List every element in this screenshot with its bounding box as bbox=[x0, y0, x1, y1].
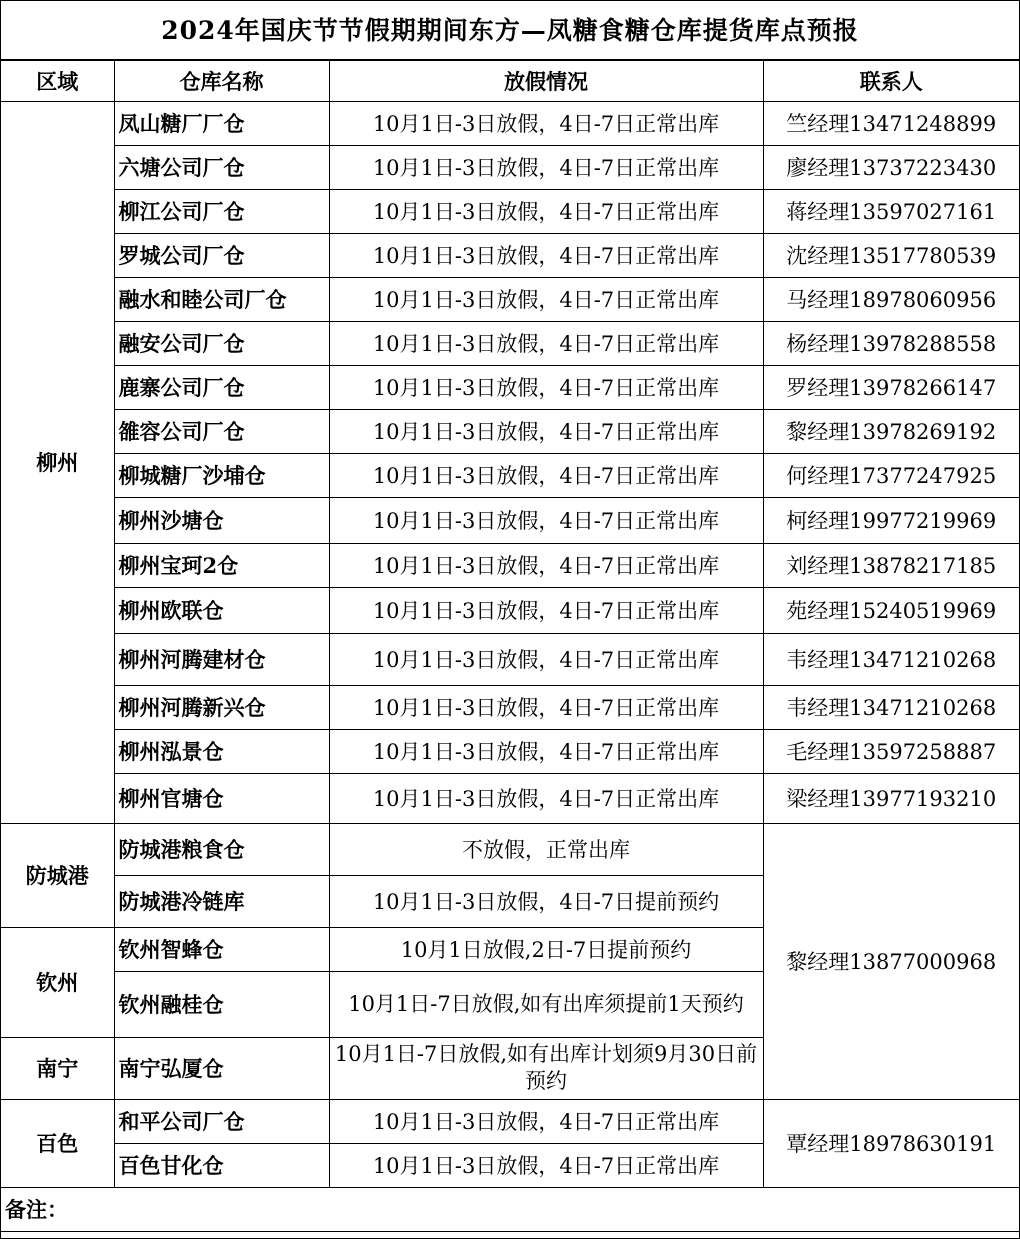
holiday-status: 10月1日-3日放假，4日-7日正常出库 bbox=[329, 729, 763, 773]
holiday-status: 10月1日-3日放假，4日-7日正常出库 bbox=[329, 101, 763, 145]
contact-person: 竺经理13471248899 bbox=[763, 101, 1019, 145]
table-row bbox=[1, 189, 1019, 233]
region-cell: 南宁 bbox=[1, 1037, 114, 1099]
table-header-row bbox=[1, 61, 1019, 101]
contact-person: 韦经理13471210268 bbox=[763, 633, 1019, 685]
warehouse-name: 罗城公司厂仓 bbox=[114, 233, 329, 277]
warehouse-name: 柳州河腾新兴仓 bbox=[114, 685, 329, 729]
warehouse-name: 柳城糖厂沙埔仓 bbox=[114, 453, 329, 497]
warehouse-name: 柳州宝珂2仓 bbox=[114, 543, 329, 587]
table-row bbox=[1, 773, 1019, 823]
holiday-status: 10月1日-3日放假，4日-7日正常出库 bbox=[329, 321, 763, 365]
contact-person: 蒋经理13597027161 bbox=[763, 189, 1019, 233]
warehouse-name: 融安公司厂仓 bbox=[114, 321, 329, 365]
region-cell: 防城港 bbox=[1, 823, 114, 927]
holiday-status: 10月1日-3日放假，4日-7日提前预约 bbox=[329, 875, 763, 927]
warehouse-name: 钦州融桂仓 bbox=[114, 971, 329, 1037]
contact-person: 沈经理13517780539 bbox=[763, 233, 1019, 277]
contact-person: 杨经理13978288558 bbox=[763, 321, 1019, 365]
holiday-status: 10月1日-3日放假，4日-7日正常出库 bbox=[329, 145, 763, 189]
warehouse-name: 鹿寨公司厂仓 bbox=[114, 365, 329, 409]
warehouse-name: 融水和睦公司厂仓 bbox=[114, 277, 329, 321]
warehouse-name: 柳州河腾建材仓 bbox=[114, 633, 329, 685]
holiday-status: 10月1日-3日放假，4日-7日正常出库 bbox=[329, 587, 763, 633]
holiday-status: 10月1日-3日放假，4日-7日正常出库 bbox=[329, 633, 763, 685]
table-row bbox=[1, 729, 1019, 773]
table-row bbox=[1, 587, 1019, 633]
contact-person: 何经理17377247925 bbox=[763, 453, 1019, 497]
table-row bbox=[1, 321, 1019, 365]
holiday-status: 10月1日放假,2日-7日提前预约 bbox=[329, 927, 763, 971]
warehouse-name: 南宁弘厦仓 bbox=[114, 1037, 329, 1099]
holiday-status: 10月1日-3日放假，4日-7日正常出库 bbox=[329, 543, 763, 587]
shared-contact-person: 黎经理13877000968 bbox=[763, 823, 1019, 1099]
table-row bbox=[1, 101, 1019, 145]
holiday-status: 10月1日-3日放假，4日-7日正常出库 bbox=[329, 277, 763, 321]
warehouse-table bbox=[1, 61, 1019, 1232]
table-row bbox=[1, 233, 1019, 277]
table-row bbox=[1, 145, 1019, 189]
holiday-status: 10月1日-3日放假，4日-7日正常出库 bbox=[329, 233, 763, 277]
table-row bbox=[1, 453, 1019, 497]
table-row bbox=[1, 633, 1019, 685]
warehouse-name: 百色甘化仓 bbox=[114, 1143, 329, 1187]
holiday-status: 10月1日-3日放假，4日-7日正常出库 bbox=[329, 189, 763, 233]
contact-person: 柯经理19977219969 bbox=[763, 497, 1019, 543]
holiday-status: 10月1日-3日放假，4日-7日正常出库 bbox=[329, 773, 763, 823]
contact-person: 刘经理13878217185 bbox=[763, 543, 1019, 587]
holiday-status: 10月1日-3日放假，4日-7日正常出库 bbox=[329, 685, 763, 729]
table-row bbox=[1, 1099, 1019, 1143]
holiday-status: 10月1日-3日放假，4日-7日正常出库 bbox=[329, 1143, 763, 1187]
holiday-status: 10月1日-3日放假，4日-7日正常出库 bbox=[329, 365, 763, 409]
contact-person: 韦经理13471210268 bbox=[763, 685, 1019, 729]
holiday-status: 10月1日-3日放假，4日-7日正常出库 bbox=[329, 409, 763, 453]
warehouse-name: 柳州泓景仓 bbox=[114, 729, 329, 773]
warehouse-name: 防城港冷链库 bbox=[114, 875, 329, 927]
warehouse-name: 柳州欧联仓 bbox=[114, 587, 329, 633]
warehouse-name: 雒容公司厂仓 bbox=[114, 409, 329, 453]
warehouse-name: 柳州沙塘仓 bbox=[114, 497, 329, 543]
contact-person: 梁经理13977193210 bbox=[763, 773, 1019, 823]
header-warehouse: 仓库名称 bbox=[114, 61, 329, 101]
holiday-status: 10月1日-7日放假,如有出库须提前1天预约 bbox=[329, 971, 763, 1037]
header-region: 区域 bbox=[1, 61, 114, 101]
warehouse-name: 防城港粮食仓 bbox=[114, 823, 329, 875]
table-row bbox=[1, 543, 1019, 587]
holiday-status: 不放假，正常出库 bbox=[329, 823, 763, 875]
shared-contact-person: 覃经理18978630191 bbox=[763, 1099, 1019, 1187]
warehouse-name: 钦州智蜂仓 bbox=[114, 927, 329, 971]
warehouse-name: 凤山糖厂厂仓 bbox=[114, 101, 329, 145]
table-row bbox=[1, 409, 1019, 453]
warehouse-name: 柳江公司厂仓 bbox=[114, 189, 329, 233]
note-label: 备注： bbox=[1, 1187, 1019, 1231]
header-holiday: 放假情况 bbox=[329, 61, 763, 101]
holiday-status: 10月1日-3日放假，4日-7日正常出库 bbox=[329, 1099, 763, 1143]
table-row bbox=[1, 497, 1019, 543]
contact-person: 罗经理13978266147 bbox=[763, 365, 1019, 409]
contact-person: 黎经理13978269192 bbox=[763, 409, 1019, 453]
note-row bbox=[1, 1187, 1019, 1231]
warehouse-name: 和平公司厂仓 bbox=[114, 1099, 329, 1143]
contact-person: 廖经理13737223430 bbox=[763, 145, 1019, 189]
region-cell: 百色 bbox=[1, 1099, 114, 1187]
contact-person: 马经理18978060956 bbox=[763, 277, 1019, 321]
region-cell: 钦州 bbox=[1, 927, 114, 1037]
table-row bbox=[1, 685, 1019, 729]
holiday-status: 10月1日-7日放假,如有出库计划须9月30日前预约 bbox=[329, 1037, 763, 1099]
holiday-status: 10月1日-3日放假，4日-7日正常出库 bbox=[329, 497, 763, 543]
holiday-status: 10月1日-3日放假，4日-7日正常出库 bbox=[329, 453, 763, 497]
table-row bbox=[1, 277, 1019, 321]
region-cell: 柳州 bbox=[1, 101, 114, 823]
warehouse-name: 六塘公司厂仓 bbox=[114, 145, 329, 189]
table-row bbox=[1, 823, 1019, 875]
table-row bbox=[1, 365, 1019, 409]
contact-person: 苑经理15240519969 bbox=[763, 587, 1019, 633]
contact-person: 毛经理13597258887 bbox=[763, 729, 1019, 773]
warehouse-name: 柳州官塘仓 bbox=[114, 773, 329, 823]
document-title: 2024年国庆节节假期期间东方—凤糖食糖仓库提货库点预报 bbox=[1, 1, 1019, 61]
header-contact: 联系人 bbox=[763, 61, 1019, 101]
